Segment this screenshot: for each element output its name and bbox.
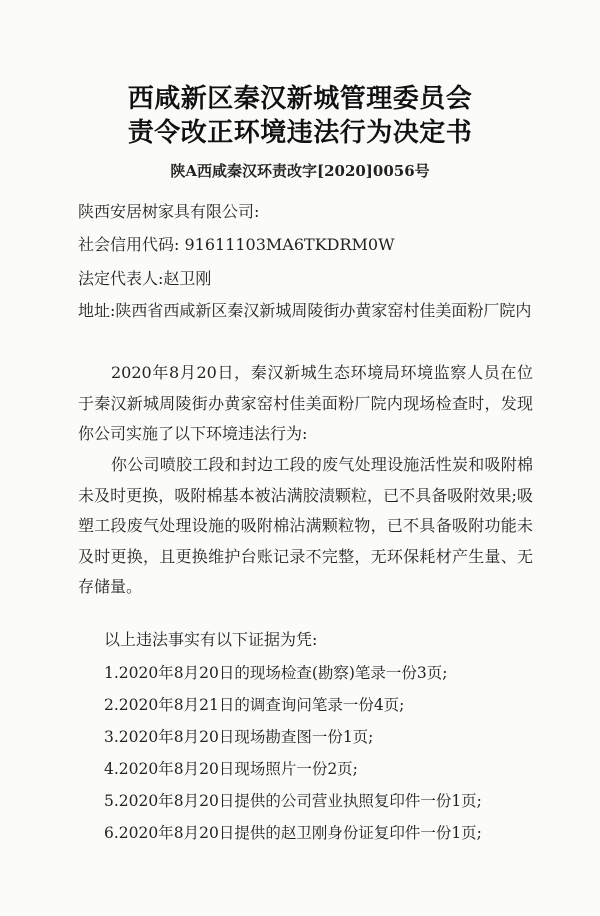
legal-representative: 法定代表人:赵卫刚 xyxy=(78,269,212,288)
evidence-intro: 以上违法事实有以下证据为凭: xyxy=(104,630,318,649)
violation-paragraph: 你公司喷胶工段和封边工段的废气处理设施活性炭和吸附棉未及时更换，吸附棉基本被沾满胶渍颗粒，已不具备吸附效果;吸塑工段废气处理设施的吸附棉沾满颗粒物，已不具备吸附功能未及时更换，且更换维护台账记录不完整，无环保耗材产生量、无存储量。 xyxy=(78,455,533,596)
document-title-line2: 责令改正环境违法行为决定书 xyxy=(127,118,473,148)
document-number: 陕A西咸秦汉环责改字[2020]0056号 xyxy=(170,162,430,180)
evidence-item: 1.2020年8月20日的现场检查(勘察)笔录一份3页; xyxy=(104,664,448,682)
credit-code: 社会信用代码: 91611103MA6TKDRM0W xyxy=(78,235,395,254)
evidence-item: 4.2020年8月20日现场照片一份2页; xyxy=(104,760,358,778)
evidence-item: 2.2020年8月21日的调查询问笔录一份4页; xyxy=(104,696,405,714)
inspection-paragraph: 2020年8月20日，秦汉新城生态环境局环境监察人员在位于秦汉新城周陵街办黄家窑村佳美面粉厂院内现场检查时，发现你公司实施了以下环境违法行为: xyxy=(78,363,533,443)
company-name: 陕西安居树家具有限公司: xyxy=(78,202,260,221)
evidence-item: 3.2020年8月20日现场勘查图一份1页; xyxy=(104,728,374,746)
document-title-line1: 西咸新区秦汉新城管理委员会 xyxy=(127,84,473,114)
evidence-item: 5.2020年8月20日提供的公司营业执照复印件一份1页; xyxy=(104,792,482,810)
evidence-item: 6.2020年8月20日提供的赵卫刚身份证复印件一份1页; xyxy=(104,824,482,842)
company-address: 地址:陕西省西咸新区秦汉新城周陵街办黄家窑村佳美面粉厂院内 xyxy=(78,301,532,320)
